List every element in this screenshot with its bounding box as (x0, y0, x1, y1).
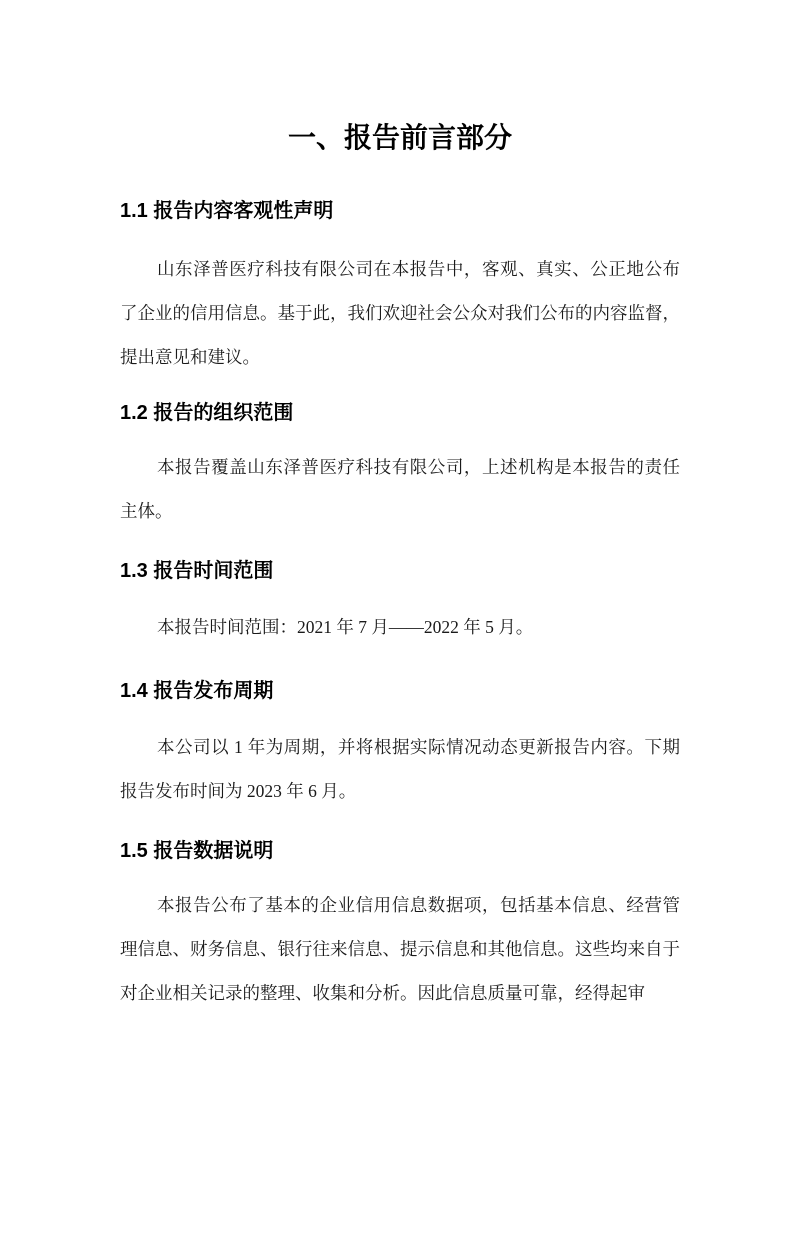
page-title: 一、报告前言部分 (287, 123, 512, 154)
section-1-5-paragraph: 本报告公布了基本的企业信用信息数据项，包括基本信息、经营管理信息、财务信息、银行往来信息、提示信息和其他信息。这些均来自于对企业相关记录的整理、收集和分析。因此信息质量可靠，经得起审 (120, 895, 680, 1003)
section-heading-1-3: 1.3 报告时间范围 (120, 560, 274, 582)
document-page (0, 121, 794, 1244)
section-1-4-paragraph: 本公司以 1 年为周期，并将根据实际情况动态更新报告内容。下期报告发布时间为 2023 年 6 月。 (120, 737, 680, 801)
section-heading-1-2: 1.2 报告的组织范围 (120, 402, 294, 424)
section-1-1-paragraph: 山东泽普医疗科技有限公司在本报告中，客观、真实、公正地公布了企业的信用信息。基于此，我们欢迎社会公众对我们公布的内容监督，提出意见和建议。 (120, 259, 680, 367)
section-heading-1-4: 1.4 报告发布周期 (120, 680, 274, 702)
section-heading-1-5: 1.5 报告数据说明 (120, 840, 274, 862)
section-1-3-paragraph: 本报告时间范围：2021 年 7 月——2022 年 5 月。 (157, 617, 534, 637)
section-1-2-paragraph: 本报告覆盖山东泽普医疗科技有限公司，上述机构是本报告的责任主体。 (120, 457, 680, 521)
section-heading-1-1: 1.1 报告内容客观性声明 (120, 200, 334, 222)
